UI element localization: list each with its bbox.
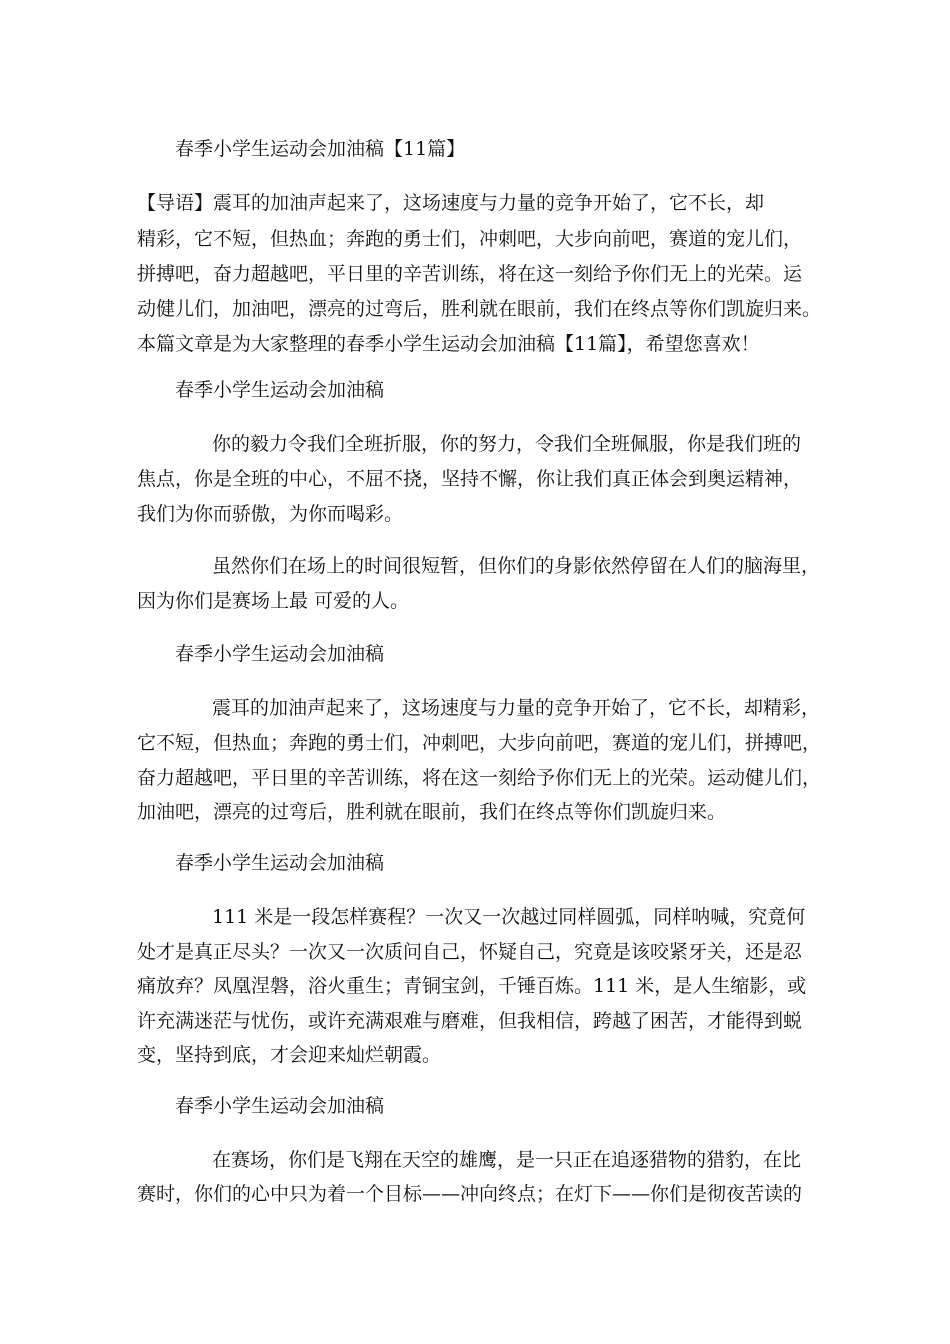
- text-line: 精彩，它不短，但热血；奔跑的勇士们，冲刺吧，大步向前吧，赛道的宠儿们，: [137, 228, 803, 250]
- text-line: 许充满迷茫与忧伤，或许充满艰难与磨难，但我相信，跨越了困苦，才能得到蜕: [137, 1010, 803, 1032]
- page-title: 春季小学生运动会加油稿【11篇】: [175, 138, 466, 160]
- text-line: 处才是真正尽头？一次又一次质问自己，怀疑自己，究竟是该咬紧牙关，还是忍: [137, 941, 803, 963]
- section-heading: 春季小学生运动会加油稿: [175, 852, 385, 874]
- text-line: 奋力超越吧，平日里的辛苦训练，将在这一刻给予你们无上的光荣。运动健儿们，: [137, 767, 822, 789]
- text-line: 拼搏吧，奋力超越吧，平日里的辛苦训练，将在这一刻给予你们无上的光荣。运: [137, 263, 803, 285]
- text-line: 虽然你们在场上的时间很短暂，但你们的身影依然停留在人们的脑海里，: [212, 555, 821, 577]
- text-line: 【导语】震耳的加油声起来了，这场速度与力量的竞争开始了，它不长，却: [137, 192, 765, 214]
- text-line: 因为你们是赛场上最 可爱的人。: [137, 590, 410, 612]
- text-line: 本篇文章是为大家整理的春季小学生运动会加油稿【11篇】，希望您喜欢！: [137, 333, 760, 355]
- section-heading: 春季小学生运动会加油稿: [175, 1095, 385, 1117]
- section-heading: 春季小学生运动会加油稿: [175, 379, 385, 401]
- text-line: 动健儿们，加油吧，漂亮的过弯后，胜利就在眼前，我们在终点等你们凯旋归来。: [137, 298, 822, 320]
- section-heading: 春季小学生运动会加油稿: [175, 643, 385, 665]
- text-line: 它不短，但热血；奔跑的勇士们，冲刺吧，大步向前吧，赛道的宠儿们，拼搏吧，: [137, 732, 822, 754]
- text-line: 变，坚持到底，才会迎来灿烂朝霞。: [137, 1044, 442, 1066]
- text-line: 在赛场，你们是飞翔在天空的雄鹰，是一只正在追逐猎物的猎豹，在比: [212, 1149, 802, 1171]
- text-line: 震耳的加油声起来了，这场速度与力量的竞争开始了，它不长，却精彩，: [212, 697, 821, 719]
- text-line: 我们为你而骄傲，为你而喝彩。: [137, 503, 404, 525]
- text-line: 赛时，你们的心中只为着一个目标——冲向终点；在灯下——你们是彻夜苦读的: [137, 1183, 803, 1205]
- text-line: 痛放弃？凤凰涅磐，浴火重生；青铜宝剑，千锤百炼。111 米，是人生缩影，或: [137, 975, 807, 997]
- text-line: 111 米是一段怎样赛程？一次又一次越过同样圆弧，同样呐喊，究竟何: [212, 906, 806, 928]
- text-line: 焦点，你是全班的中心，不屈不挠，坚持不懈，你让我们真正体会到奥运精神，: [137, 468, 803, 490]
- text-line: 加油吧，漂亮的过弯后，胜利就在眼前，我们在终点等你们凯旋归来。: [137, 801, 727, 823]
- text-line: 你的毅力令我们全班折服，你的努力，令我们全班佩服，你是我们班的: [212, 433, 802, 455]
